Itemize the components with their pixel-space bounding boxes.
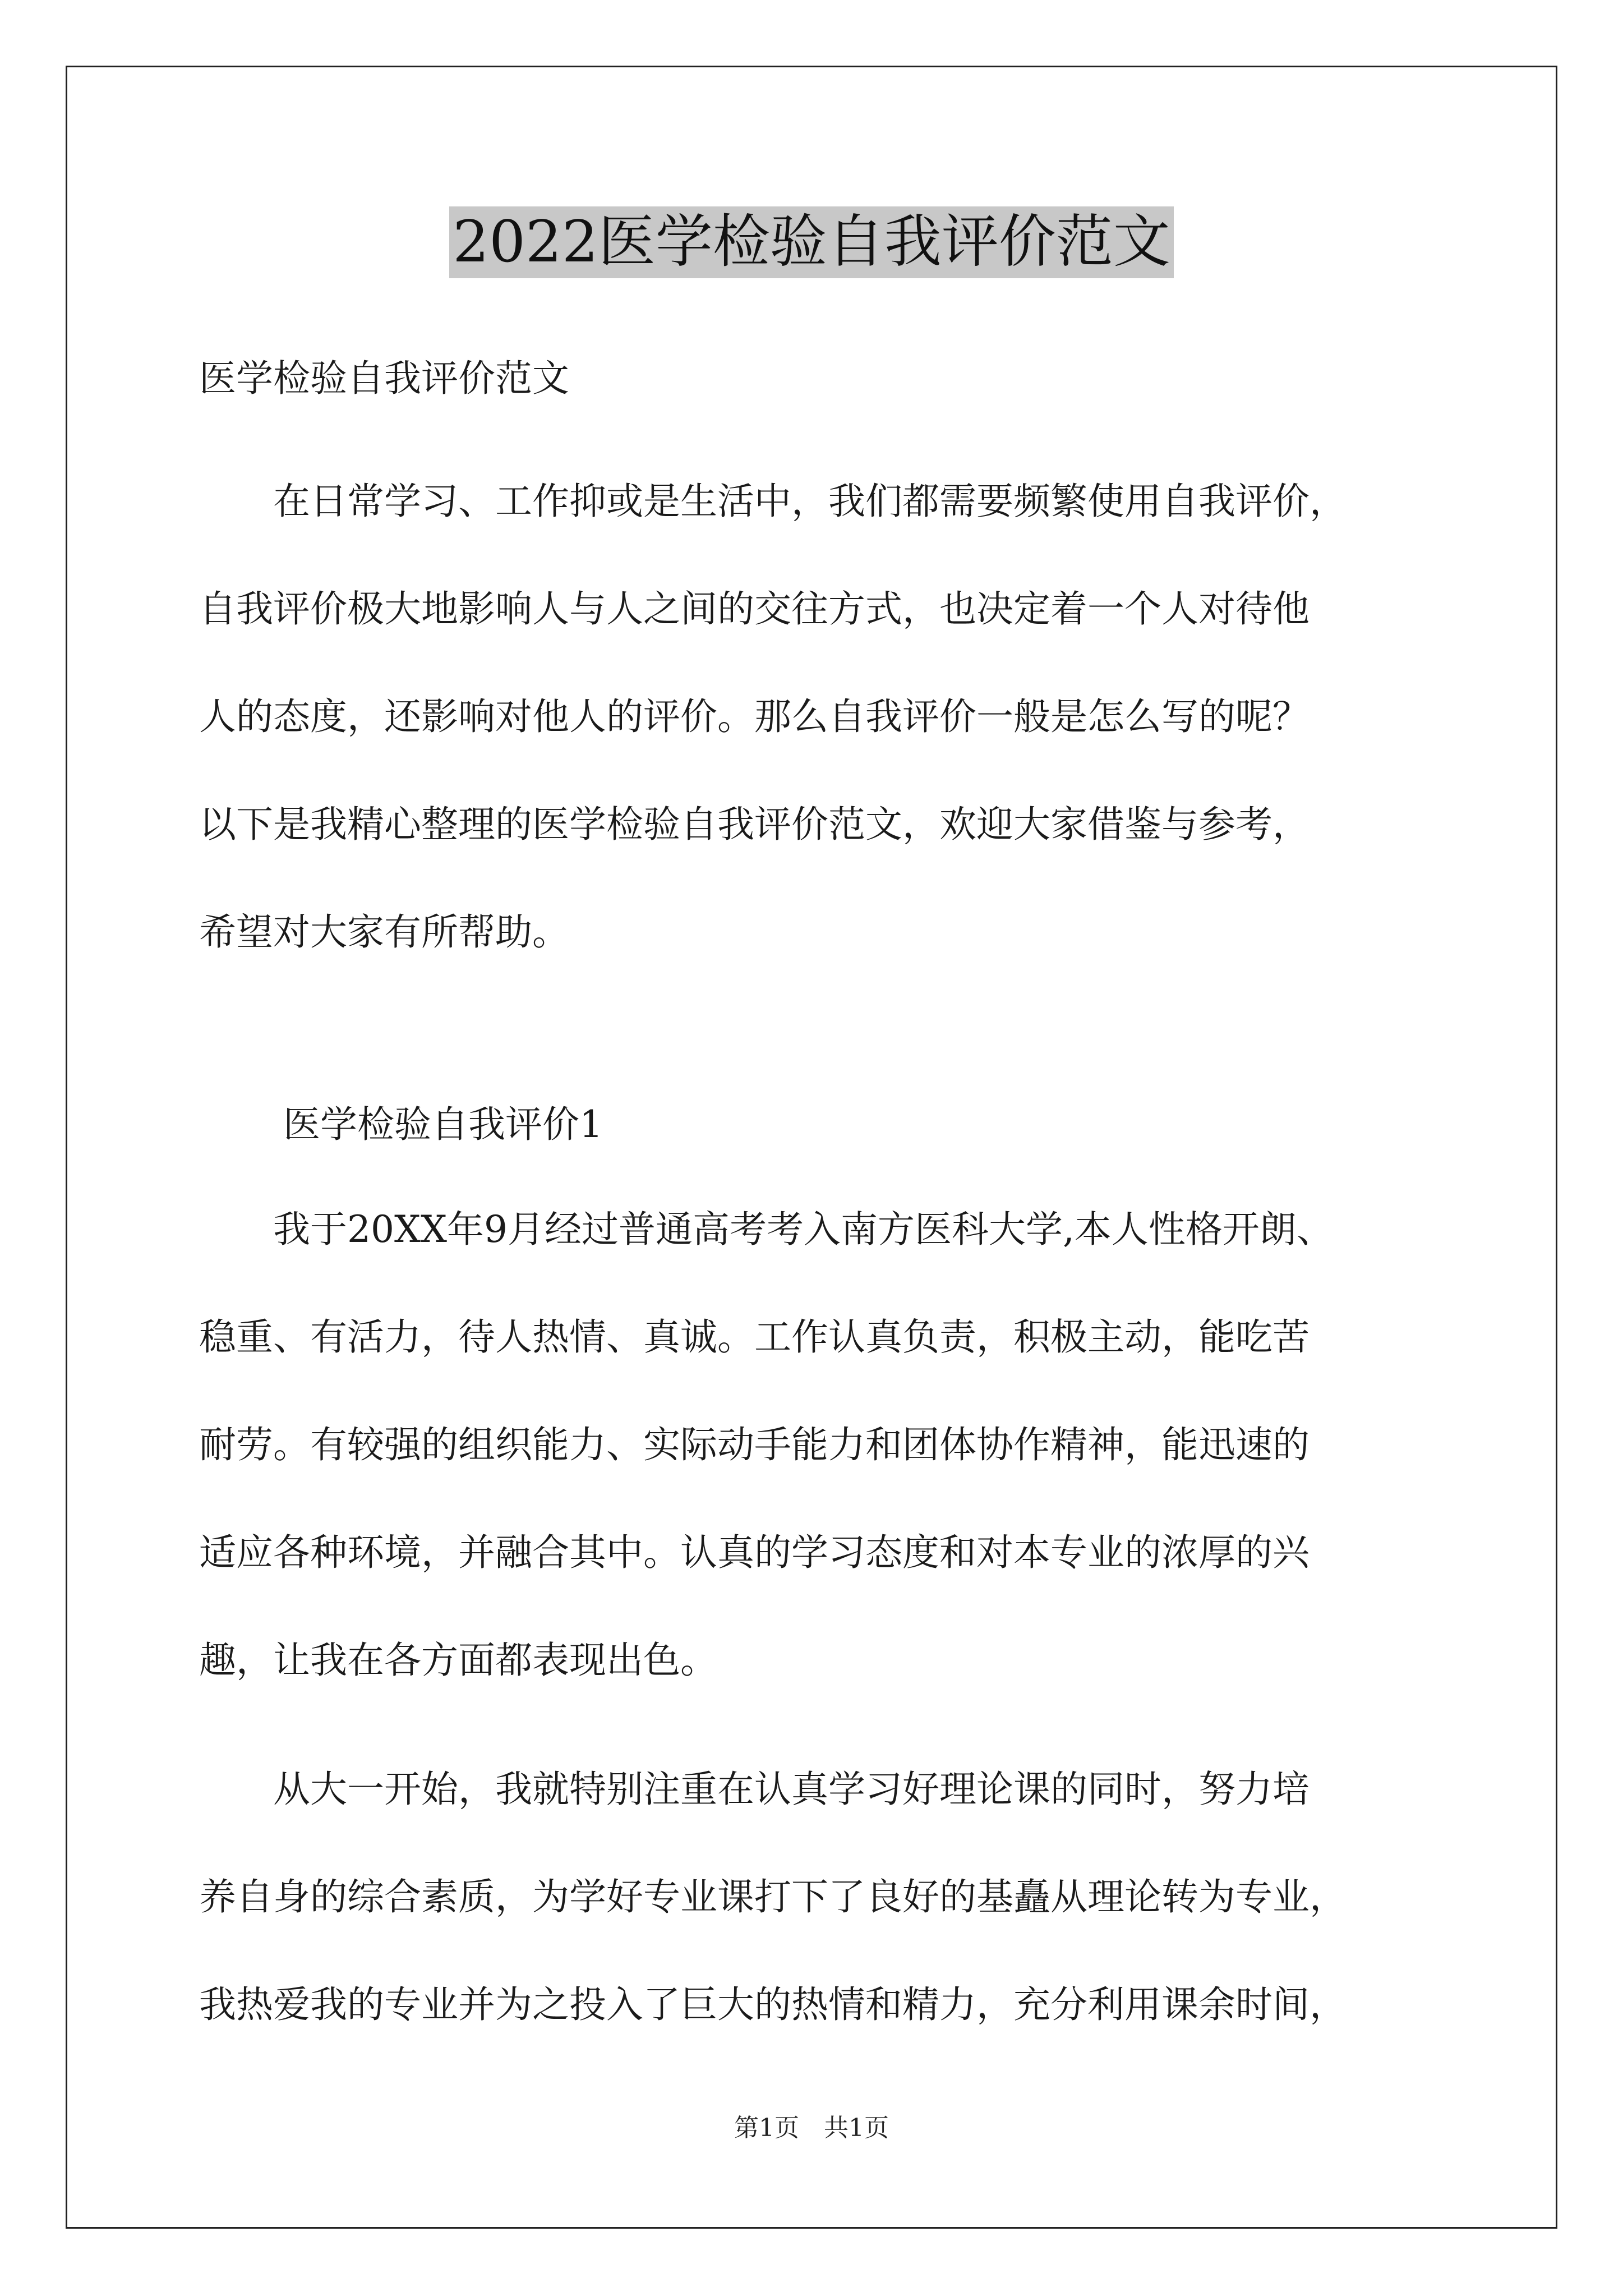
title-container: [0, 206, 1623, 278]
intro-line: 希望对大家有所帮助。: [199, 910, 569, 954]
paragraph-line: 趣，让我在各方面都表现出色。: [199, 1639, 717, 1682]
paragraph-line: 适应各种环境，并融合其中。认真的学习态度和对本专业的浓厚的兴: [199, 1531, 1310, 1574]
paragraph-line: 稳重、有活力，待人热情、真诚。工作认真负责，积极主动，能吃苦: [199, 1315, 1310, 1359]
paragraph-1: [199, 1176, 1455, 1714]
intro-line: 自我评价极大地影响人与人之间的交往方式，也决定着一个人对待他: [199, 587, 1310, 631]
paragraph-line: 养自身的综合素质，为学好专业课打下了良好的基矗从理论转为专业，: [199, 1875, 1347, 1918]
paragraph-2: [199, 1736, 1455, 2059]
paragraph-line: 耐劳。有较强的组织能力、实际动手能力和团体协作精神，能迅速的: [199, 1423, 1310, 1466]
intro-paragraph: [199, 448, 1455, 986]
document-subtitle: 医学检验自我评价范文: [199, 357, 569, 400]
page-footer: 第1页 共1页: [734, 2114, 889, 2142]
intro-line: 在日常学习、工作抑或是生活中，我们都需要频繁使用自我评价，: [199, 480, 1347, 523]
paragraph-line: 我热爱我的专业并为之投入了巨大的热情和精力，充分利用课余时间，: [199, 1983, 1347, 2026]
intro-line: 以下是我精心整理的医学检验自我评价范文，欢迎大家借鉴与参考，: [199, 803, 1310, 846]
section-heading: 医学检验自我评价1: [283, 1103, 603, 1146]
paragraph-line: 从大一开始，我就特别注重在认真学习好理论课的同时，努力培: [199, 1768, 1310, 1811]
document-title: 2022医学检验自我评价范文: [449, 206, 1174, 278]
intro-line: 人的态度，还影响对他人的评价。那么自我评价一般是怎么写的呢？: [199, 695, 1310, 738]
paragraph-line: 我于20XX年9月经过普通高考考入南方医科大学,本人性格开朗、: [199, 1208, 1334, 1251]
